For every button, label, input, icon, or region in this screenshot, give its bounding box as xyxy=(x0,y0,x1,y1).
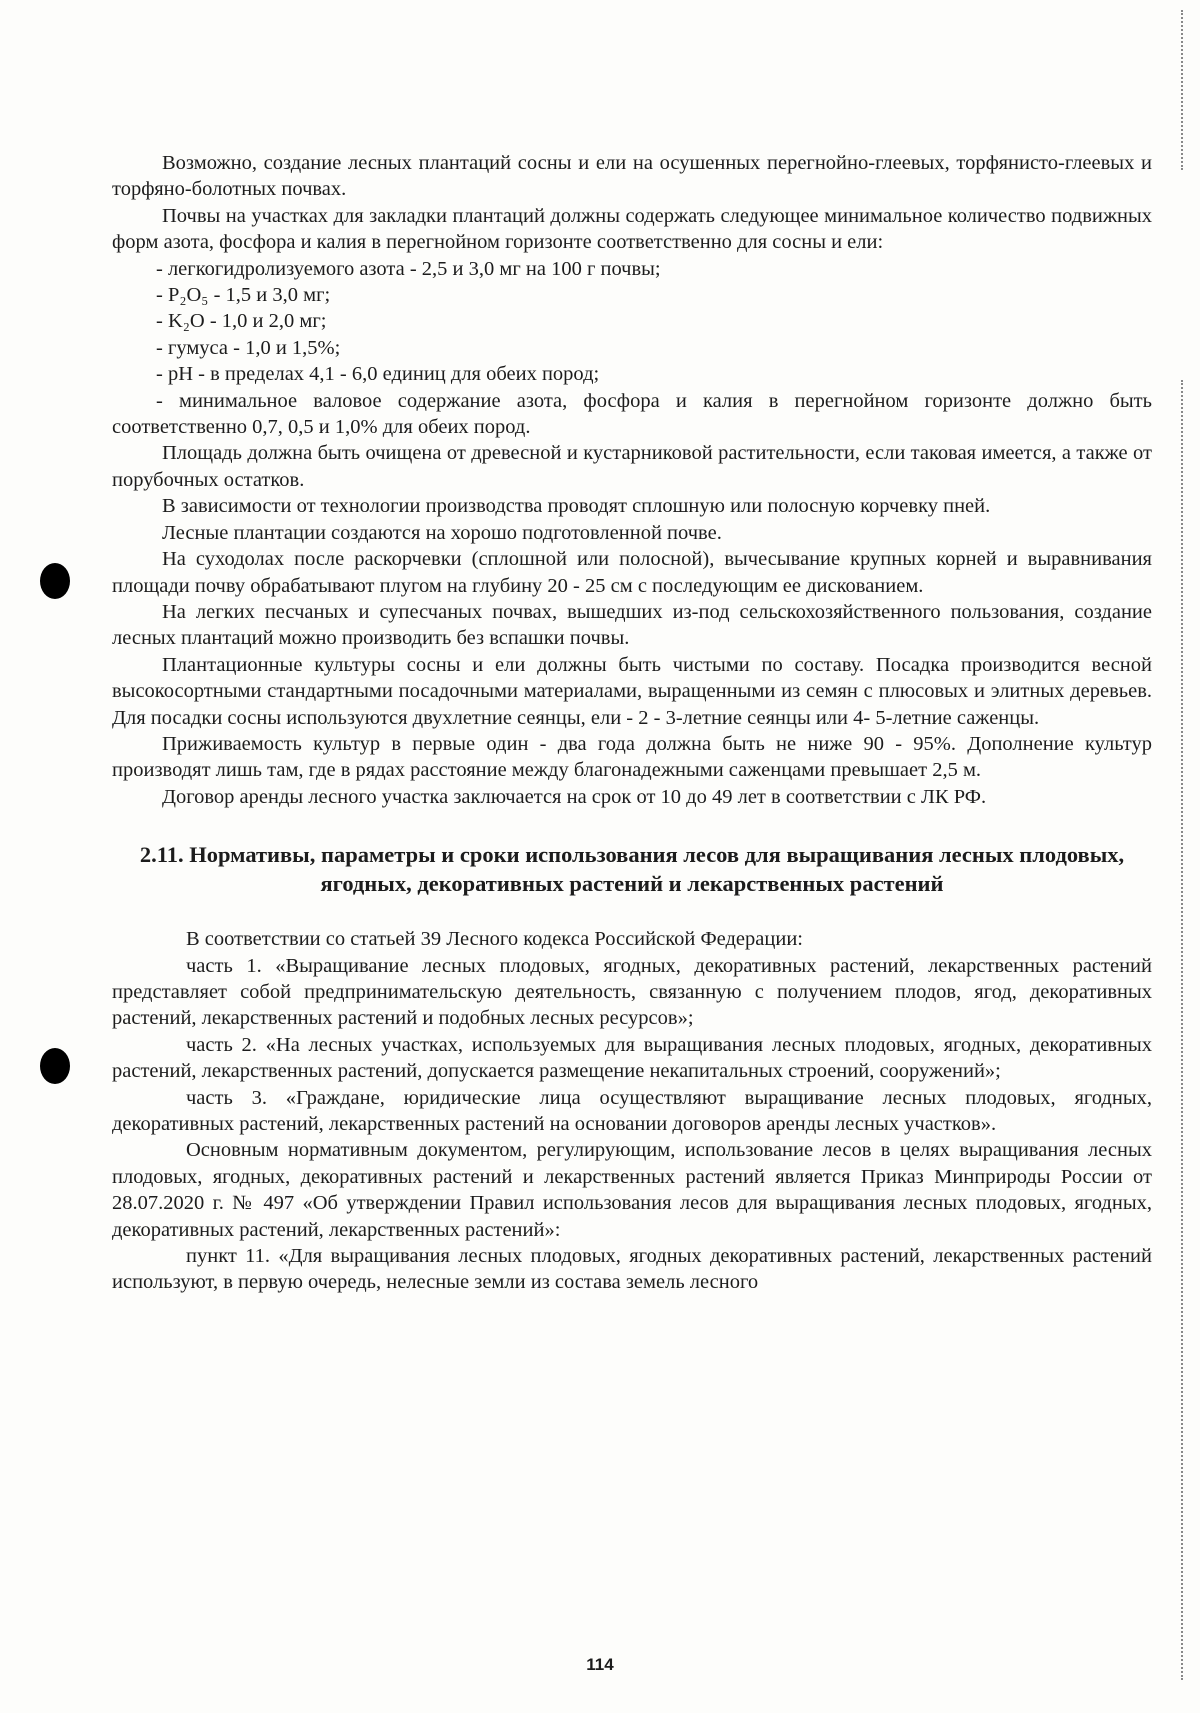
paragraph: В соответствии со статьей 39 Лесного кодекса Российской Федерации: xyxy=(186,928,803,951)
paragraph: пункт 11. «Для выращивания лесных плодовых, ягодных декоративных растений, лекарственных растений используют, в первую очередь, нелесные земли из состава земель лесного xyxy=(112,1245,1152,1294)
list-item: - гумуса - 1,0 и 1,5%; xyxy=(156,336,341,359)
paragraph: На легких песчаных и супесчаных почвах, вышедших из-под сельскохозяйственного пользования, создание лесных плантаций можно производить без вспашки почвы. xyxy=(112,600,1152,650)
paragraph: В зависимости от технологии производства проводят сплошную или полосную корчевку пней. xyxy=(162,495,991,518)
paragraph: На суходолах после раскорчевки (сплошной или полосной), вычесывание крупных корней и выравнивания площади почву обрабатывают плугом на глубину 20 - 25 см с последующим ее дискованием. xyxy=(112,548,1152,597)
paragraph: Возможно, создание лесных плантаций сосны и ели на осушенных перегнойно-глеевых, торфянисто-глеевых и торфяно-болотных почвах. xyxy=(112,152,1152,201)
punch-hole-bottom xyxy=(40,1048,70,1084)
paragraph: часть 2. «На лесных участках, используемых для выращивания лесных плодовых, ягодных, декоративных растений, лекарственных растений, допускается размещение некапитальных строений, сооружений»; xyxy=(112,1033,1152,1083)
paragraph: часть 3. «Граждане, юридические лица осуществляют выращивание лесных плодовых, ягодных, декоративных растений, лекарственных растений на основании договоров аренды лесных участков». xyxy=(112,1086,1152,1135)
list-item: - минимальное валовое содержание азота, фосфора и калия в перегнойном горизонте должно быть соответственно 0,7, 0,5 и 1,0% для обеих пород. xyxy=(112,389,1152,439)
scan-edge-marks-lower xyxy=(1181,380,1186,1680)
list-item: - P₂O₅ - 1,5 и 3,0 мг; xyxy=(156,284,331,307)
punch-hole-top xyxy=(40,563,70,599)
section-heading: 2.11. Нормативы, параметры и сроки использования лесов для выращивания лесных плодовых, ягодных, декоративных растений и лекарственных растений xyxy=(139,842,1125,897)
list-item: - K₂O - 1,0 и 2,0 мг; xyxy=(156,310,327,333)
list-item: - pH - в пределах 4,1 - 6,0 единиц для обеих пород; xyxy=(156,363,600,386)
paragraph: Договор аренды лесного участка заключается на срок от 10 до 49 лет в соответствии с ЛК РФ. xyxy=(162,785,987,808)
document-page xyxy=(112,150,1152,1296)
paragraph: часть 1. «Выращивание лесных плодовых, ягодных, декоративных растений, лекарственных растений представляет собой предпринимательскую деятельность, связанную с получением плодов, ягод, декоративных растений, лекарственных растений и подобных лесных ресурсов»; xyxy=(112,954,1152,1030)
page-number: 114 xyxy=(586,1655,614,1674)
paragraph: Площадь должна быть очищена от древесной и кустарниковой растительности, если таковая имеется, а также от порубочных остатков. xyxy=(112,442,1152,491)
scan-edge-marks xyxy=(1181,10,1186,170)
paragraph: Плантационные культуры сосны и ели должны быть чистыми по составу. Посадка производится весной высокосортными стандартными посадочными материалами, выращенными из семян с плюсовых и элитных деревьев. Для посадки сосны используются двухлетние сеянцы, ели - 2 - 3-летние сеянцы или 4- 5-летние саженцы. xyxy=(112,653,1152,729)
paragraph: Лесные плантации создаются на хорошо подготовленной почве. xyxy=(162,521,722,544)
paragraph: Почвы на участках для закладки плантаций должны содержать следующее минимальное количество подвижных форм азота, фосфора и калия в перегнойном горизонте соответственно для сосны и ели: xyxy=(112,204,1152,254)
paragraph: Основным нормативным документом, регулирующим, использование лесов в целях выращивания лесных плодовых, ягодных, декоративных растений и лекарственных растений является Приказ Минприроды России от 28.07.2020 г. № 497 «Об утверждении Правил использования лесов для выращивания лесных плодовых, ягодных, декоративных растений, лекарственных растений»: xyxy=(112,1139,1152,1241)
list-item: - легкогидролизуемого азота - 2,5 и 3,0 мг на 100 г почвы; xyxy=(156,257,661,280)
paragraph: Приживаемость культур в первые один - два года должна быть не ниже 90 - 95%. Дополнение культур производят лишь там, где в рядах расстояние между благонадежными саженцами превышает 2,5 м. xyxy=(112,732,1152,782)
